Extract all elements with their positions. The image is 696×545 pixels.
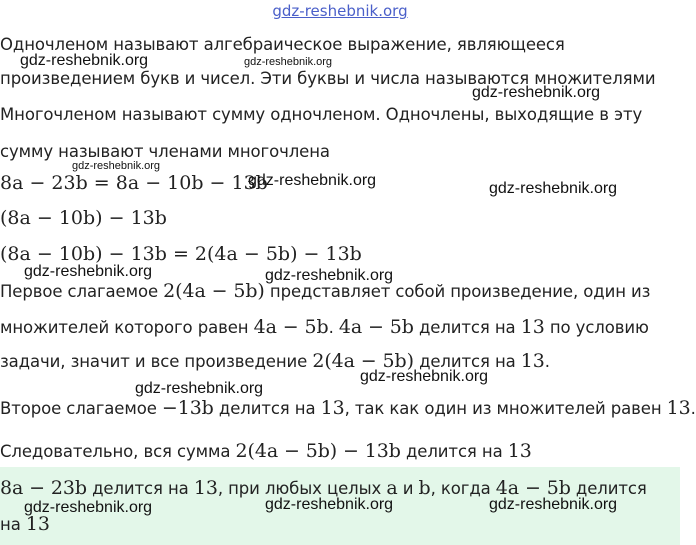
equation-2: (8a − 10b) − 13b — [0, 207, 167, 229]
watermark: gdz-reshebnik.org — [489, 496, 618, 513]
watermark: gdz-reshebnik.org — [248, 172, 377, 189]
watermark-small: gdz-reshebnik.org — [244, 56, 333, 68]
equation-3: (8a − 10b) − 13b = 2(4a − 5b) − 13b — [0, 243, 362, 265]
watermark: gdz-reshebnik.org — [472, 84, 601, 101]
conclusion-line-2: на 13 — [0, 513, 50, 535]
equation-1: 8a − 23b = 8a − 10b − 13b — [0, 172, 268, 194]
watermark: gdz-reshebnik.org — [360, 368, 489, 385]
reasoning-line-4: Второе слагаемое −13b делится на 13, так как один из множителей равен 13. — [0, 397, 696, 419]
conclusion-line-1: 8a − 23b делится на 13, при любых целых a и b, когда 4a − 5b делится — [0, 477, 647, 499]
monomial-definition-line1: Одночленом называют алгебраическое выражение, являющееся — [0, 35, 565, 54]
reasoning-line-5: Следовательно, вся сумма 2(4a − 5b) − 13b делится на 13 — [0, 440, 532, 462]
watermark: gdz-reshebnik.org — [24, 499, 153, 516]
reasoning-line-3: задачи, значит и все произведение 2(4a − 5b) делится на 13. — [0, 350, 550, 372]
monomial-definition-line2: произведением букв и чисел. Эти буквы и числа называются множителями — [0, 69, 656, 88]
watermark: gdz-reshebnik.org — [20, 52, 149, 69]
watermark: gdz-reshebnik.org — [489, 180, 618, 197]
watermark-small: gdz-reshebnik.org — [72, 160, 161, 172]
watermark: gdz-reshebnik.org — [24, 263, 153, 280]
polynomial-definition-line1: Многочленом называют сумму одночленом. Одночлены, выходящие в эту — [0, 105, 643, 124]
watermark: gdz-reshebnik.org — [135, 380, 264, 397]
reasoning-line-1: Первое слагаемое 2(4a − 5b) представляет собой произведение, один из — [0, 280, 651, 302]
polynomial-definition-line2: сумму называют членами многочлена — [0, 142, 330, 161]
watermark: gdz-reshebnik.org — [265, 267, 394, 284]
watermark: gdz-reshebnik.org — [265, 496, 394, 513]
reasoning-line-2: множителей которого равен 4a − 5b. 4a − 5b делится на 13 по условию — [0, 316, 649, 338]
watermark-top-link[interactable]: gdz-reshebnik.org — [272, 2, 408, 20]
